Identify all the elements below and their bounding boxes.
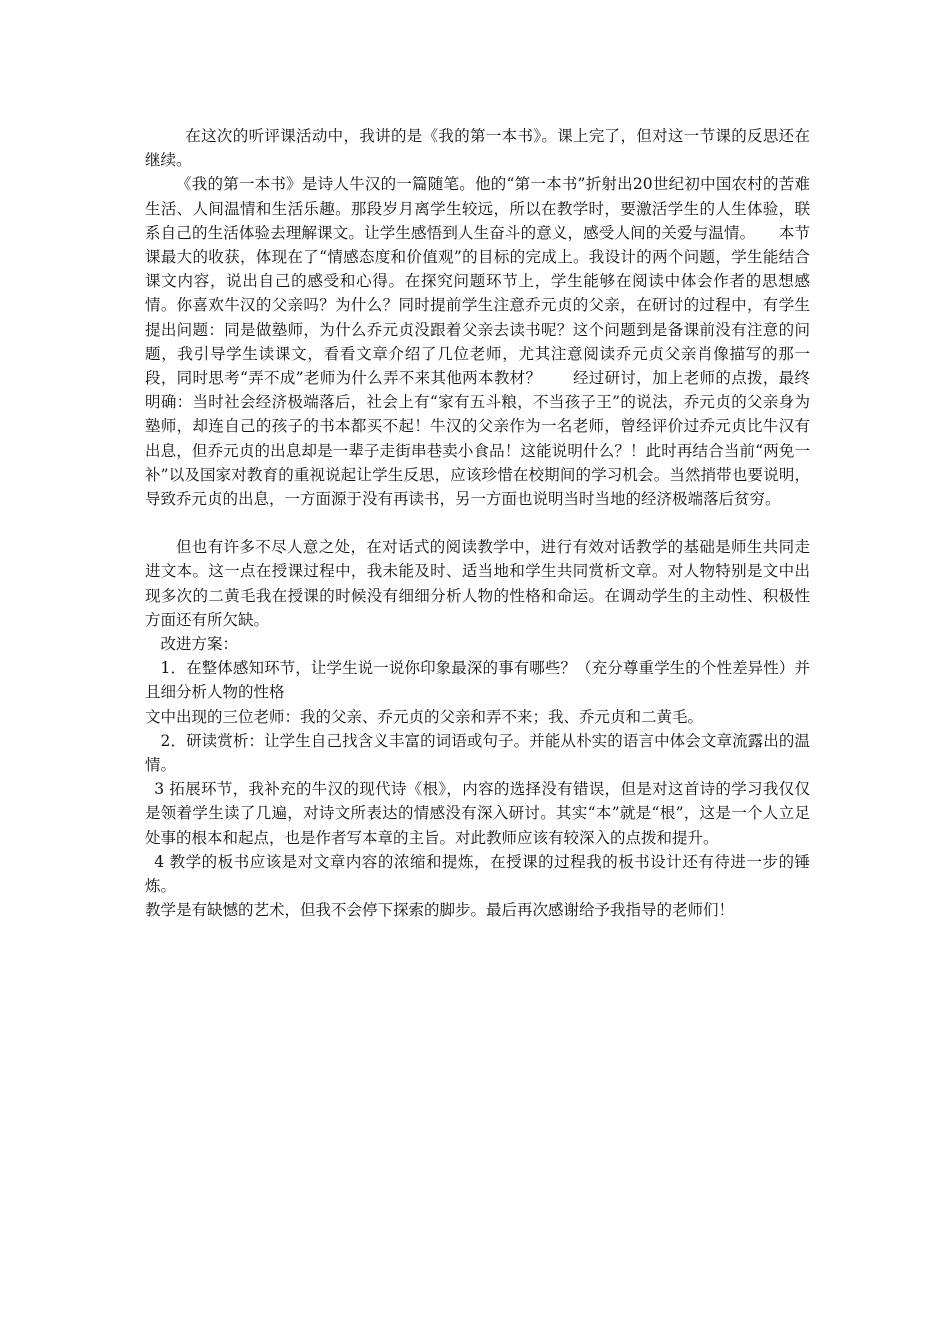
improvement-item-3: 3 拓展环节，我补充的牛汉的现代诗《根》，内容的选择没有错误，但是对这首诗的学习我仅仅是领着学生读了几遍，对诗文所表达的情感没有深入研讨。其实“本”就是“根”，这是一个人立足处事的根本和起点，也是作者写本章的主旨。对此教师应该有较深入的点拨和提升。 <box>145 780 810 847</box>
improvement-item-1-note: 文中出现的三位老师：我的父亲、乔元贞的父亲和弄不来；我、乔元贞和二黄毛。 <box>145 707 704 726</box>
paragraph-intro: 在这次的听评课活动中，我讲的是《我的第一本书》。课上完了，但对这一节课的反思还在继续。 <box>145 127 810 170</box>
improvement-item-2: 2．研读赏析：让学生自己找含义丰富的词语或句子。并能从朴实的语言中体会文章流露出的温情。 <box>145 731 810 775</box>
improvement-item-4: 4 教学的板书应该是对文章内容的浓缩和提炼，在授课的过程我的板书设计还有待进一步的锤炼。 <box>145 852 810 896</box>
paragraph-gap <box>145 511 810 535</box>
document-page <box>145 124 810 923</box>
paragraph-conclusion: 教学是有缺憾的艺术，但我不会停下探索的脚步。最后再次感谢给予我指导的老师们！ <box>145 901 735 920</box>
improvement-heading: 改进方案： <box>160 635 239 654</box>
paragraph-shortcomings: 但也有许多不尽人意之处，在对话式的阅读教学中，进行有效对话教学的基础是师生共同走进文本。这一点在授课过程中，我未能及时、适当地和学生共同赏析文章。对人物特别是文中出现多次的二黄毛我在授课的时候没有细细分析人物的性格和命运。在调动学生的主动性、积极性方面还有所欠缺。 <box>145 538 810 629</box>
improvement-item-1: 1．在整体感知环节，让学生说一说你印象最深的事有哪些？（充分尊重学生的个性差异性）并且细分析人物的性格 <box>145 659 810 702</box>
paragraph-body: 《我的第一本书》是诗人牛汉的一篇随笔。他的“第一本书”折射出20世纪初中国农村的苦难生活、人间温情和生活乐趣。那段岁月离学生较远，所以在教学时，要激活学生的人生体验，联系自己的生活体验去理解课文。让学生感悟到人生奋斗的意义，感受人间的关爱与温情。 本节课最大的收获，体现在了“情感态度和价值观”的目标的完成上。我设计的两个问题，学生能结合课文内容，说出自己的感受和心得。在探究问题环节上，学生能够在阅读中体会作者的思想感情。你喜欢牛汉的父亲吗？为什么？同时提前学生注意乔元贞的父亲，在研讨的过程中，有学生提出问题：同是做塾师，为什么乔元贞没跟着父亲去读书呢？这个问题到是备课前没有注意的问题，我引导学生读课文，看看文章介绍了几位老师，尤其注意阅读乔元贞父亲肖像描写的那一段，同时思考“弄不成”老师为什么弄不来其他两本教材？ 经过研讨，加上老师的点拨，最终明确：当时社会经济极端落后，社会上有“家有五斗粮，不当孩子王”的说法，乔元贞的父亲身为塾师，却连自己的孩子的书本都买不起！牛汉的父亲作为一名老师，曾经评价过乔元贞比牛汉有出息，但乔元贞的出息却是一辈子走街串巷卖小食品！这能说明什么？！此时再结合当前“两免一补”以及国家对教育的重视说起让学生反思，应该珍惜在校期间的学习机会。当然捎带也要说明，导致乔元贞的出息，一方面源于没有再读书，另一方面也说明当时当地的经济极端落后贫穷。 <box>145 175 810 509</box>
